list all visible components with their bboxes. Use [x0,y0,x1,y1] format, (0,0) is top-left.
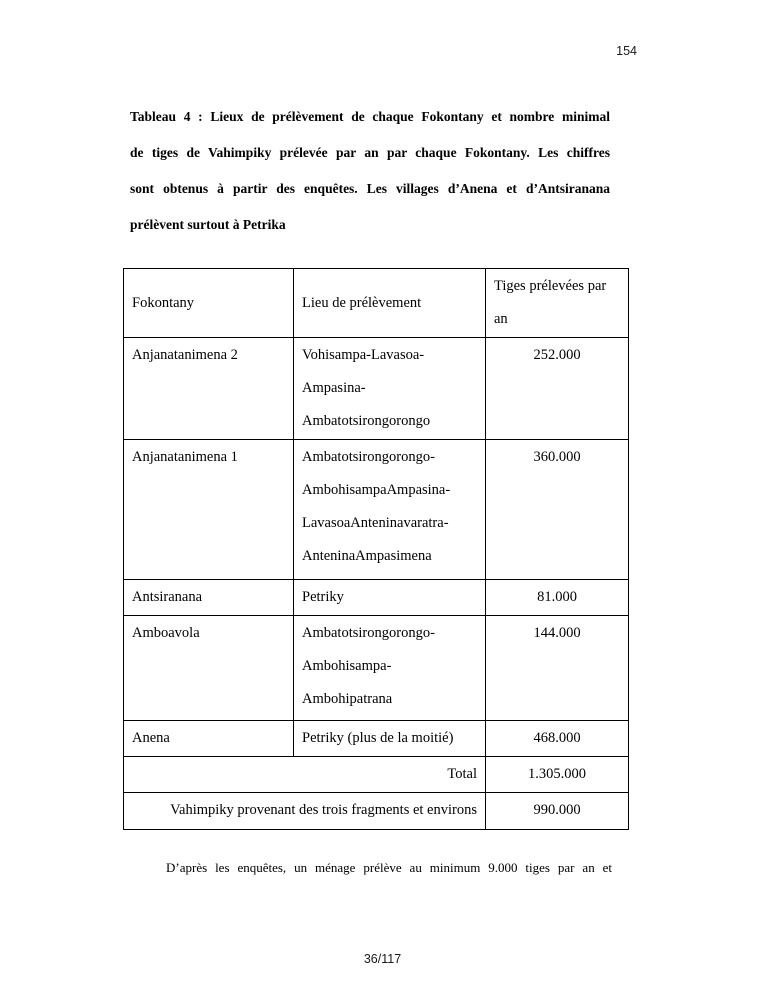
page-footer: 36/117 [363,952,402,966]
table-row [124,338,629,440]
page-number: 154 [616,44,637,58]
table-header-row [124,269,629,338]
col-header-lieu: Lieu de prélèvement [294,269,486,338]
cell-lieu: Ambatotsirongorongo-Ambohisampa-Ambohipatrana [294,616,486,721]
cell-lieu: Petriky [294,580,486,616]
cell-tiges: 81.000 [486,580,629,616]
total-label: Total [124,757,486,793]
table-caption-line: prélèvent surtout à Petrika [130,217,286,232]
cell-fokontany: Amboavola [124,616,294,721]
cell-tiges: 252.000 [486,338,629,440]
total-row [124,757,629,793]
table-caption-line: sont obtenus à partir des enquêtes. Les villages d’Anena et d’Antsiranana [130,181,610,196]
footnote-row [124,793,629,830]
body-paragraph: D’après les enquêtes, un ménage prélève au minimum 9.000 tiges par an et [166,860,612,875]
footnote-label: Vahimpiky provenant des trois fragments et environs [124,793,486,830]
cell-fokontany: Anjanatanimena 2 [124,338,294,440]
cell-lieu: Petriky (plus de la moitié) [294,721,486,757]
table-row [124,616,629,721]
col-header-tiges: Tiges prélevées par an [486,269,629,338]
cell-fokontany: Antsiranana [124,580,294,616]
cell-tiges: 360.000 [486,440,629,580]
table-row [124,580,629,616]
table-row [124,721,629,757]
table-caption [130,99,610,243]
table-caption-line: Tableau 4 : Lieux de prélèvement de chaque Fokontany et nombre minimal [130,109,610,124]
table-caption-line: de tiges de Vahimpiky prélevée par an par chaque Fokontany. Les chiffres [130,145,610,160]
cell-lieu: Vohisampa-Lavasoa-Ampasina-Ambatotsirongorongo [294,338,486,440]
fokontany-table [123,268,629,830]
footnote-value: 990.000 [486,793,629,830]
cell-tiges: 144.000 [486,616,629,721]
total-value: 1.305.000 [486,757,629,793]
table-row [124,440,629,580]
cell-tiges: 468.000 [486,721,629,757]
cell-fokontany: Anjanatanimena 1 [124,440,294,580]
cell-fokontany: Anena [124,721,294,757]
col-header-fokontany: Fokontany [124,269,294,338]
cell-lieu: Ambatotsirongorongo-AmbohisampaAmpasina-LavasoaAnteninavaratra-AnteninaAmpasimena [294,440,486,580]
